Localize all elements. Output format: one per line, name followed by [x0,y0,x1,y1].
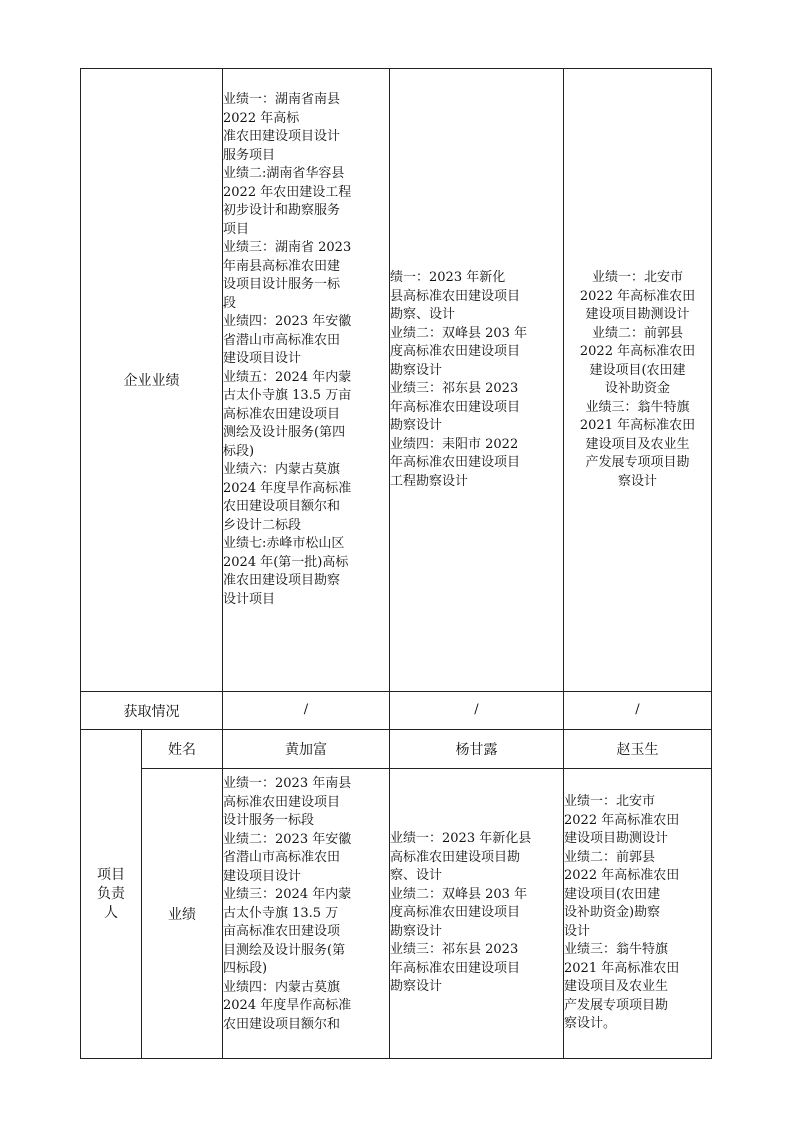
leader-performance-col1: 业绩一：2023 年南县 高标准农田建设项目 设计服务一标段 业绩二：2023 年安徽 省潜山市高标准农田 建设项目设计 业绩三：2024 年内蒙 古太仆寺旗 13.5 万 亩高标准农田建设项 目测绘及设计服务(第 四标段) 业绩四：内蒙古莫旗 2024 年度旱作高标准 农田建设项目额尔和 [223,769,390,1059]
leader-name-row [81,730,712,769]
bid-info-table [80,68,712,1059]
acquisition-row [81,692,712,730]
acquisition-label: 获取情况 [81,692,223,730]
leader-performance-row [81,769,712,1059]
company-performance-col2: 绩一：2023 年新化 县高标准农田建设项目 勘察、设计 业绩二：双峰县 203 年 度高标准农田建设项目 勘察设计 业绩三：祁东县 2023 年高标准农田建设项目 勘察设计 业绩四：耒阳市 2022 年高标准农田建设项目 工程勘察设计 [390,69,564,692]
leader-name-2: 杨甘露 [390,730,564,769]
acquisition-col2: / [390,692,564,730]
leader-performance-col2: 业绩一：2023 年新化县 高标准农田建设项目勘 察、设计 业绩二：双峰县 203 年 度高标准农田建设项目 勘察设计 业绩三：祁东县 2023 年高标准农田建设项目 勘察设计 [390,769,564,1059]
company-performance-col1: 业绩一：湖南省南县 2022 年高标 准农田建设项目设计 服务项目 业绩二:湖南省华容县 2022 年农田建设工程 初步设计和勘察服务 项目 业绩三：湖南省 2023 年南县高标准农田建 设项目设计服务一标 段 业绩四：2023 年安徽 省潜山市高标准农田 建设项目设计 业绩五：2024 年内蒙 古太仆寺旗 13.5 万亩 高标准农田建设项目 测绘及设计服务(第四 标段) 业绩六：内蒙古莫旗 2024 年度旱作高标准 农田建设项目额尔和 乡设计二标段 业绩七:赤峰市松山区 2024 年(第一批)高标 准农田建设项目勘察 设计项目 [223,69,390,692]
company-performance-row [81,69,712,692]
leader-name-3: 赵玉生 [564,730,712,769]
leader-performance-col3: 业绩一：北安市 2022 年高标准农田 建设项目勘测设计 业绩二：前郭县 2022 年高标准农田 建设项目(农田建 设补助资金)勘察 设计 业绩三：翁牛特旗 2021 年高标准农田 建设项目及农业生 产发展专项项目勘 察设计。 [564,769,712,1059]
project-leader-label: 项目 负责 人 [81,730,142,1059]
leader-name-1: 黄加富 [223,730,390,769]
name-label: 姓名 [142,730,223,769]
performance-label: 业绩 [142,769,223,1059]
company-performance-label: 企业业绩 [81,69,223,692]
acquisition-col3: / [564,692,712,730]
company-performance-col3: 业绩一：北安市 2022 年高标准农田 建设项目勘测设计 业绩二：前郭县 2022 年高标准农田 建设项目(农田建 设补助资金 业绩三：翁牛特旗 2021 年高标准农田 建设项目及农业生 产发展专项项目勘 察设计 [564,69,712,692]
acquisition-col1: / [223,692,390,730]
